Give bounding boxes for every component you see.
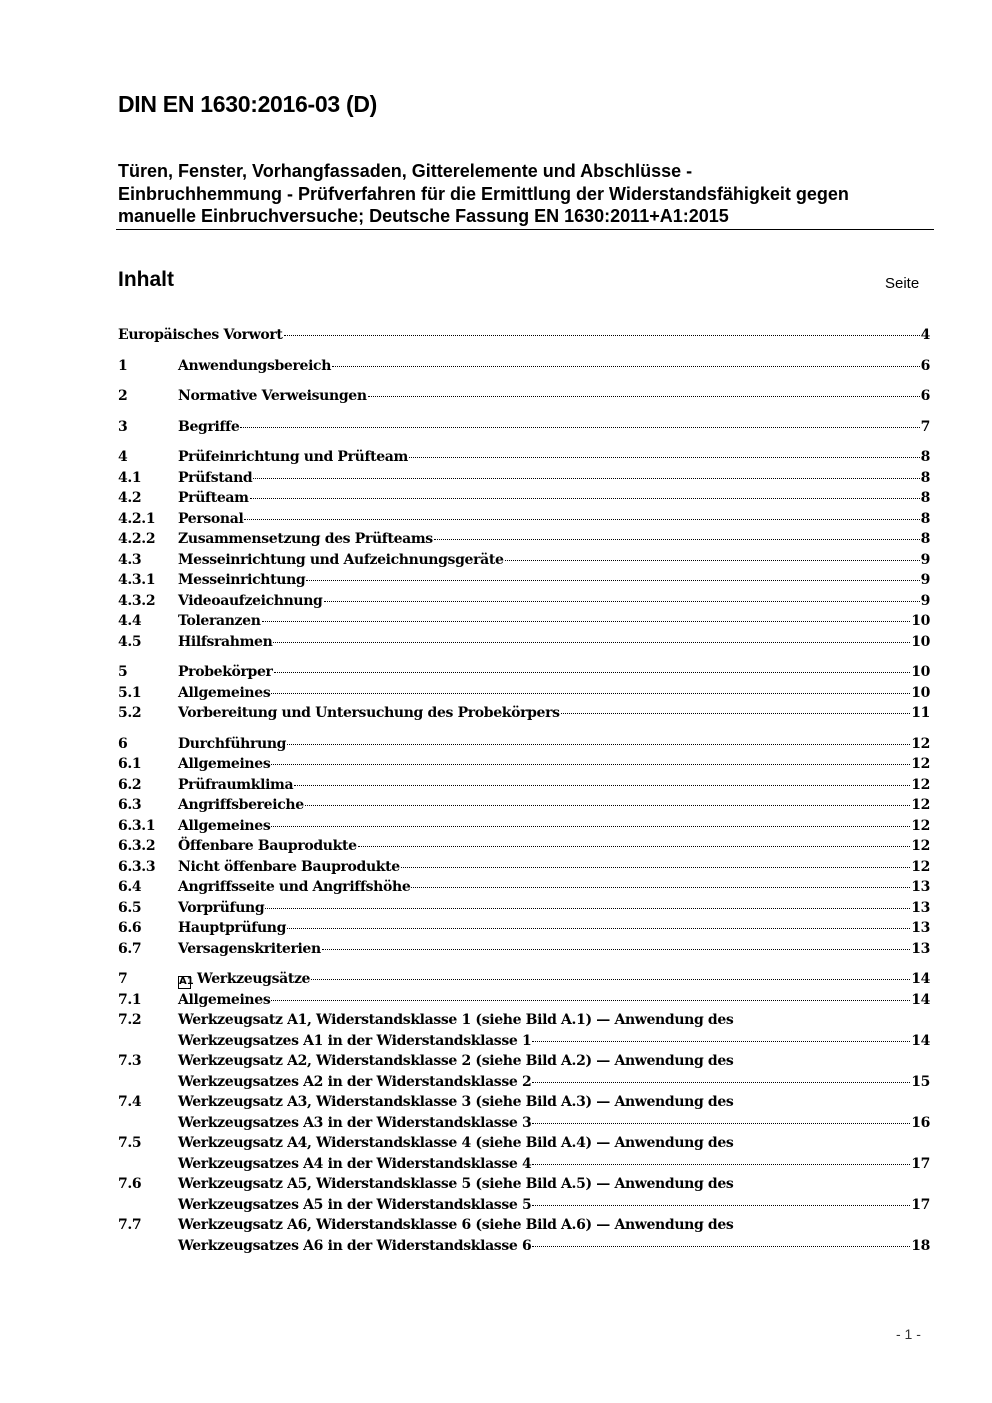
toc-entry[interactable] <box>118 1174 930 1195</box>
toc-entry-title <box>118 325 283 346</box>
toc-entry-title <box>178 857 400 878</box>
toc-entry[interactable] <box>118 898 930 919</box>
document-title <box>118 160 938 228</box>
toc-entry-title <box>178 417 239 438</box>
toc-entry-line <box>178 632 930 653</box>
toc-entry-number: 6.6 <box>118 920 142 936</box>
toc-entry-line <box>178 417 930 438</box>
toc-entry-title-continuation: Werkzeugsatzes A1 in der Widerstandsklasse 1 <box>178 1032 532 1049</box>
toc-entry-line <box>178 662 930 683</box>
toc-entry[interactable] <box>118 417 930 438</box>
toc-entry-page: 12 <box>911 756 930 772</box>
toc-entry[interactable] <box>118 683 930 704</box>
toc-entry-number: 6.3 <box>118 797 142 813</box>
toc-dot-leader <box>271 764 910 765</box>
toc-entry-title <box>178 918 286 939</box>
page-number: - 1 - <box>896 1326 921 1342</box>
toc-entry-page: 15 <box>911 1073 930 1090</box>
toc-dot-leader <box>561 713 911 714</box>
toc-entry-number: 1 <box>118 357 128 374</box>
toc-entry-line <box>178 447 930 468</box>
toc-entry-number: 7.4 <box>118 1094 142 1110</box>
toc-page-column-label: Seite <box>885 275 920 292</box>
toc-entry[interactable] <box>118 795 930 816</box>
toc-entry-line <box>178 570 930 591</box>
toc-entry-line <box>178 918 930 939</box>
toc-entry-title-text: Nicht öffenbare Bauprodukte <box>178 858 400 875</box>
toc-entry-line <box>178 1010 930 1031</box>
toc-dot-leader <box>250 498 920 499</box>
toc-dot-leader <box>271 826 910 827</box>
toc-entry-number: 4.4 <box>118 613 142 629</box>
toc-entry-page: 18 <box>911 1237 930 1254</box>
toc-dot-leader <box>532 1041 910 1042</box>
toc-dot-leader <box>273 642 910 643</box>
toc-entry-line <box>178 1174 930 1195</box>
toc-dot-leader <box>411 887 910 888</box>
toc-entry-page: 6 <box>920 388 930 404</box>
toc-entry-number: 6.1 <box>118 756 142 772</box>
toc-entry-title <box>178 468 252 489</box>
toc-entry-title <box>178 795 304 816</box>
toc-entry-title <box>178 611 261 632</box>
toc-entry-title-text: Videoaufzeichnung <box>178 592 323 609</box>
toc-entry-title <box>178 447 408 468</box>
toc-dot-leader <box>271 1000 910 1001</box>
toc-entry-page: 10 <box>911 664 930 680</box>
toc-entry-line <box>178 1236 930 1257</box>
toc-entry-title <box>178 990 270 1011</box>
toc-entry[interactable] <box>118 325 930 346</box>
toc-dot-leader <box>271 693 910 694</box>
toc-entry-number: 6.2 <box>118 776 142 793</box>
toc-entry-number: 6.3.2 <box>118 838 156 854</box>
toc-entry-title-text: Werkzeugsätze <box>197 971 311 987</box>
toc-entry-title-text: Angriffsseite und Angriffshöhe <box>178 879 411 895</box>
toc-entry-title <box>178 550 504 571</box>
toc-entry-line <box>178 356 930 377</box>
toc-entry-title <box>178 836 357 857</box>
toc-entry[interactable] <box>118 1133 930 1154</box>
toc-entry-number: 4.1 <box>118 469 142 486</box>
toc-entry-number: 5.2 <box>118 705 142 721</box>
toc-entry-title <box>178 969 310 990</box>
toc-dot-leader <box>287 744 910 745</box>
toc-entry[interactable] <box>118 447 930 468</box>
toc-heading: Inhalt <box>118 268 174 291</box>
toc-entry[interactable] <box>118 570 930 591</box>
toc-entry[interactable] <box>118 836 930 857</box>
toc-entry[interactable] <box>118 939 930 960</box>
toc-entry-line <box>178 836 930 857</box>
toc-entry-page: 9 <box>920 572 930 588</box>
toc-dot-leader <box>532 1082 910 1083</box>
toc-entry-title-text: Öffenbare Bauprodukte <box>178 838 357 854</box>
toc-entry-number: 6.7 <box>118 940 142 957</box>
toc-entry-title-text: Allgemeines <box>178 684 271 701</box>
toc-entry[interactable] <box>118 857 930 878</box>
toc-entry-page: 8 <box>920 531 930 547</box>
toc-entry[interactable] <box>118 662 930 683</box>
toc-entry-continuation[interactable] <box>118 1154 930 1175</box>
toc-entry-line <box>118 325 930 346</box>
document-id: DIN EN 1630:2016-03 (D) <box>118 91 377 117</box>
toc-entry-page: 12 <box>911 776 930 793</box>
toc-entry-title <box>178 662 273 683</box>
toc-entry-title-text: Allgemeines <box>178 991 271 1008</box>
toc-entry-page: 12 <box>911 797 930 813</box>
toc-entry-title <box>178 1174 733 1195</box>
toc-entry-number: 5 <box>118 664 128 680</box>
toc-entry-line <box>178 1195 930 1216</box>
toc-entry-number: 7.1 <box>118 991 142 1008</box>
toc-entry-title-text: Durchführung <box>178 735 287 752</box>
toc-entry-page: 14 <box>911 1032 930 1049</box>
toc-entry-title-text: Hauptprüfung <box>178 920 287 936</box>
toc-entry-line <box>178 468 930 489</box>
title-line: Einbruchhemmung - Prüfverfahren für die Ermittlung der Widerstandsfähigkeit gegen <box>118 183 849 204</box>
toc-entry-line <box>178 509 930 530</box>
toc-entry[interactable] <box>118 632 930 653</box>
toc-entry-number: 4.3.1 <box>118 572 156 588</box>
toc-entry-page: 7 <box>920 418 930 435</box>
toc-entry-title-text: Toleranzen <box>178 613 261 629</box>
toc-entry-line <box>178 1154 930 1175</box>
toc-dot-leader <box>294 785 910 786</box>
toc-entry-title-text: Werkzeugsatz A6, Widerstandsklasse 6 (siehe Bild A.6) — Anwendung des <box>178 1217 734 1233</box>
toc-entry-title <box>178 1133 733 1154</box>
toc-entry-page: 12 <box>911 735 930 752</box>
toc-entry-number: 4.3.2 <box>118 592 156 609</box>
toc-entry-title-text: Probekörper <box>178 664 273 680</box>
toc-entry-line <box>178 529 930 550</box>
toc-entry-continuation[interactable] <box>118 1113 930 1134</box>
toc-entry-line <box>178 775 930 796</box>
toc-entry-title-continuation: Werkzeugsatzes A3 in der Widerstandsklasse 3 <box>178 1114 532 1131</box>
toc-entry-title-text: Zusammensetzung des Prüfteams <box>178 531 433 547</box>
toc-entry-line <box>178 1092 930 1113</box>
toc-entry-line <box>178 550 930 571</box>
toc-entry-title <box>178 816 270 837</box>
toc-entry-line <box>178 1215 930 1236</box>
toc-entry-title-text: Vorprüfung <box>178 899 265 916</box>
toc-entry-page: 12 <box>911 817 930 834</box>
toc-entry-page: 8 <box>920 469 930 486</box>
toc-entry-title <box>178 591 323 612</box>
toc-entry-title-continuation: Werkzeugsatzes A2 in der Widerstandsklasse 2 <box>178 1073 532 1090</box>
toc-entry-number: 7.7 <box>118 1217 142 1233</box>
toc-dot-leader <box>306 580 919 581</box>
toc-entry[interactable] <box>118 734 930 755</box>
toc-entry-page: 8 <box>920 490 930 506</box>
toc-entry[interactable] <box>118 529 930 550</box>
toc-entry-title-text: Allgemeines <box>178 817 271 834</box>
toc-entry-title <box>178 1092 733 1113</box>
toc-dot-leader <box>253 478 919 479</box>
toc-dot-leader <box>311 979 910 980</box>
toc-entry-title-text: Angriffsbereiche <box>178 797 304 813</box>
toc-dot-leader <box>262 621 911 622</box>
toc-dot-leader <box>265 908 910 909</box>
toc-entry-number: 6.4 <box>118 879 142 895</box>
toc-entry-title-text: Messeinrichtung und Aufzeichnungsgeräte <box>178 551 504 568</box>
toc-entry-page: 13 <box>911 940 930 957</box>
toc-entry-page: 14 <box>911 991 930 1008</box>
toc-entry-number: 7.5 <box>118 1135 142 1151</box>
toc-entry-title <box>178 386 367 407</box>
toc-entry-number: 7.6 <box>118 1176 142 1192</box>
toc-entry-title-text: Allgemeines <box>178 756 271 772</box>
toc-entry[interactable] <box>118 754 930 775</box>
toc-entry-number: 6.5 <box>118 899 142 916</box>
toc-entry-line <box>178 969 930 990</box>
toc-entry-page: 9 <box>920 551 930 568</box>
toc-entry-title <box>178 1215 733 1236</box>
toc-entry-page: 13 <box>911 899 930 916</box>
toc-entry-page: 10 <box>911 613 930 629</box>
toc-entry-number: 4.2 <box>118 490 142 506</box>
toc-dot-leader <box>505 560 920 561</box>
amendment-marker-icon: A1 <box>179 976 194 987</box>
toc-entry-continuation[interactable] <box>118 1072 930 1093</box>
toc-dot-leader <box>368 396 920 397</box>
toc-dot-leader <box>532 1205 910 1206</box>
toc-entry[interactable] <box>118 509 930 530</box>
toc-entry-title <box>178 488 249 509</box>
toc-entry-number: 4.5 <box>118 633 142 650</box>
toc-entry-title <box>178 754 270 775</box>
toc-entry[interactable] <box>118 775 930 796</box>
toc-entry-title-text: Werkzeugsatz A1, Widerstandsklasse 1 (siehe Bild A.1) — Anwendung des <box>178 1012 734 1028</box>
toc-entry-title-text: Europäisches Vorwort <box>118 327 283 343</box>
toc-entry-line <box>178 1031 930 1052</box>
toc-entry-title-text: Vorbereitung und Untersuchung des Probekörpers <box>178 705 560 721</box>
toc-entry-number: 6.3.1 <box>118 817 156 834</box>
toc-entry[interactable] <box>118 1051 930 1072</box>
toc-entry-number: 4.2.2 <box>118 531 156 547</box>
toc-entry-title-text: Versagenskriterien <box>178 940 321 957</box>
toc-entry-line <box>178 1072 930 1093</box>
title-underline <box>116 229 934 230</box>
toc-entry-title-continuation: Werkzeugsatzes A5 in der Widerstandsklasse 5 <box>178 1196 532 1213</box>
toc-entry-line <box>178 795 930 816</box>
toc-dot-leader <box>532 1123 910 1124</box>
toc-entry-number: 4 <box>118 449 128 465</box>
toc-entry-page: 12 <box>911 838 930 854</box>
toc-dot-leader <box>401 867 910 868</box>
toc-entry-line <box>178 857 930 878</box>
toc-entry-title <box>178 734 286 755</box>
toc-entry-title-text: Prüfteam <box>178 490 249 506</box>
toc-entry-title-text: Werkzeugsatz A2, Widerstandsklasse 2 (siehe Bild A.2) — Anwendung des <box>178 1053 734 1069</box>
toc-entry-number: 2 <box>118 388 128 404</box>
toc-entry-title <box>178 1010 733 1031</box>
toc-entry-title <box>178 877 410 898</box>
toc-entry-title-text: Personal <box>178 510 244 527</box>
toc-entry-number: 4.3 <box>118 551 142 568</box>
toc-entry-title <box>178 683 270 704</box>
toc-dot-leader <box>324 601 920 602</box>
toc-entry[interactable] <box>118 468 930 489</box>
toc-dot-leader <box>240 427 919 428</box>
toc-dot-leader <box>358 846 911 847</box>
toc-entry-line <box>178 488 930 509</box>
toc-entry-title <box>178 898 264 919</box>
toc-entry[interactable] <box>118 816 930 837</box>
toc-entry-title-text: Prüfraumklima <box>178 776 294 793</box>
toc-entry-number: 7 <box>118 971 128 987</box>
toc-dot-leader <box>274 672 911 673</box>
toc-entry-title-text: Prüfeinrichtung und Prüfteam <box>178 449 408 465</box>
toc-dot-leader <box>532 1164 910 1165</box>
toc-entry-page: 10 <box>911 633 930 650</box>
toc-entry-line <box>178 683 930 704</box>
toc-entry-continuation[interactable] <box>118 1195 930 1216</box>
toc-entry-title <box>178 703 560 724</box>
title-line: Türen, Fenster, Vorhangfassaden, Gitterelemente und Abschlüsse - <box>118 161 693 181</box>
toc-entry-continuation[interactable] <box>118 1031 930 1052</box>
toc-entry-line <box>178 1113 930 1134</box>
toc-entry-title-text: Werkzeugsatz A5, Widerstandsklasse 5 (siehe Bild A.5) — Anwendung des <box>178 1176 734 1192</box>
toc-entry[interactable] <box>118 386 930 407</box>
toc-entry[interactable] <box>118 591 930 612</box>
toc-entry-title <box>178 1051 733 1072</box>
toc-entry[interactable] <box>118 1215 930 1236</box>
toc-entry-title <box>178 356 331 377</box>
toc-entry-line <box>178 591 930 612</box>
toc-entry-title-text: Werkzeugsatz A4, Widerstandsklasse 4 (siehe Bild A.4) — Anwendung des <box>178 1135 734 1151</box>
toc-dot-leader <box>532 1246 910 1247</box>
toc-entry[interactable] <box>118 969 930 990</box>
toc-entry-number: 7.3 <box>118 1053 142 1069</box>
toc-dot-leader <box>332 366 920 367</box>
toc-entry-title-text: Normative Verweisungen <box>178 388 367 404</box>
toc-entry-page: 13 <box>911 920 930 936</box>
toc-entry-line <box>178 990 930 1011</box>
toc-entry-number: 6 <box>118 735 128 752</box>
toc-entry-page: 17 <box>911 1196 930 1213</box>
toc-entry-number: 4.2.1 <box>118 510 156 527</box>
toc-entry-page: 4 <box>920 327 930 343</box>
toc-entry-title-text: Hilfsrahmen <box>178 633 273 650</box>
toc-entry-line <box>178 703 930 724</box>
toc-entry-number: 3 <box>118 418 128 435</box>
toc-entry-title <box>178 939 321 960</box>
toc-entry-page: 8 <box>920 449 930 465</box>
toc-entry[interactable] <box>118 550 930 571</box>
toc-entry-page: 6 <box>920 357 930 374</box>
toc-entry[interactable] <box>118 877 930 898</box>
toc-entry-line <box>178 1133 930 1154</box>
toc-entry-title <box>178 570 305 591</box>
toc-entry-page: 13 <box>911 879 930 895</box>
toc-entry-line <box>178 939 930 960</box>
toc-entry-title-text: Anwendungsbereich <box>178 357 332 374</box>
toc-entry-title-text: Messeinrichtung <box>178 572 306 588</box>
toc-entry-title-text: Prüfstand <box>178 469 253 486</box>
toc-entry-line <box>178 898 930 919</box>
toc-entry-title <box>178 632 272 653</box>
toc-entry[interactable] <box>118 990 930 1011</box>
toc-dot-leader <box>434 539 920 540</box>
toc-entry[interactable] <box>118 1010 930 1031</box>
toc-entry-line <box>178 734 930 755</box>
toc-entry-page: 9 <box>920 592 930 609</box>
toc-entry-page: 10 <box>911 684 930 701</box>
toc-entry-page: 8 <box>920 510 930 527</box>
title-line: manuelle Einbruchversuche; Deutsche Fassung EN 1630:2011+A1:2015 <box>118 206 729 226</box>
toc-entry-line <box>178 386 930 407</box>
toc-entry-continuation[interactable] <box>118 1236 930 1257</box>
toc-entry-page: 14 <box>911 971 930 987</box>
toc-entry-page: 16 <box>911 1114 930 1131</box>
toc-entry-number: 5.1 <box>118 684 142 701</box>
toc-entry[interactable] <box>118 611 930 632</box>
toc-entry[interactable] <box>118 703 930 724</box>
toc-dot-leader <box>305 805 910 806</box>
toc-entry-title-text: Begriffe <box>178 418 240 435</box>
toc-entry-line <box>178 1051 930 1072</box>
toc-entry-page: 17 <box>911 1155 930 1172</box>
table-of-contents <box>118 325 930 1256</box>
toc-dot-leader <box>244 519 919 520</box>
toc-dot-leader <box>409 457 920 458</box>
toc-entry-number: 7.2 <box>118 1012 142 1028</box>
toc-entry-title-continuation: Werkzeugsatzes A6 in der Widerstandsklasse 6 <box>178 1237 532 1254</box>
toc-entry-number: 6.3.3 <box>118 858 156 875</box>
toc-entry-line <box>178 877 930 898</box>
toc-entry[interactable] <box>118 356 930 377</box>
toc-entry-line <box>178 816 930 837</box>
toc-entry[interactable] <box>118 488 930 509</box>
toc-entry-title-text: Werkzeugsatz A3, Widerstandsklasse 3 (siehe Bild A.3) — Anwendung des <box>178 1094 734 1110</box>
toc-entry[interactable] <box>118 918 930 939</box>
toc-dot-leader <box>284 335 920 336</box>
toc-dot-leader <box>322 949 910 950</box>
toc-entry-page: 12 <box>911 858 930 875</box>
toc-entry[interactable] <box>118 1092 930 1113</box>
toc-entry-title-continuation: Werkzeugsatzes A4 in der Widerstandsklasse 4 <box>178 1155 532 1172</box>
toc-entry-title <box>178 529 433 550</box>
toc-entry-title <box>178 775 293 796</box>
toc-entry-line <box>178 754 930 775</box>
toc-entry-title <box>178 509 243 530</box>
toc-entry-page: 11 <box>911 705 930 721</box>
toc-entry-line <box>178 611 930 632</box>
toc-dot-leader <box>287 928 910 929</box>
